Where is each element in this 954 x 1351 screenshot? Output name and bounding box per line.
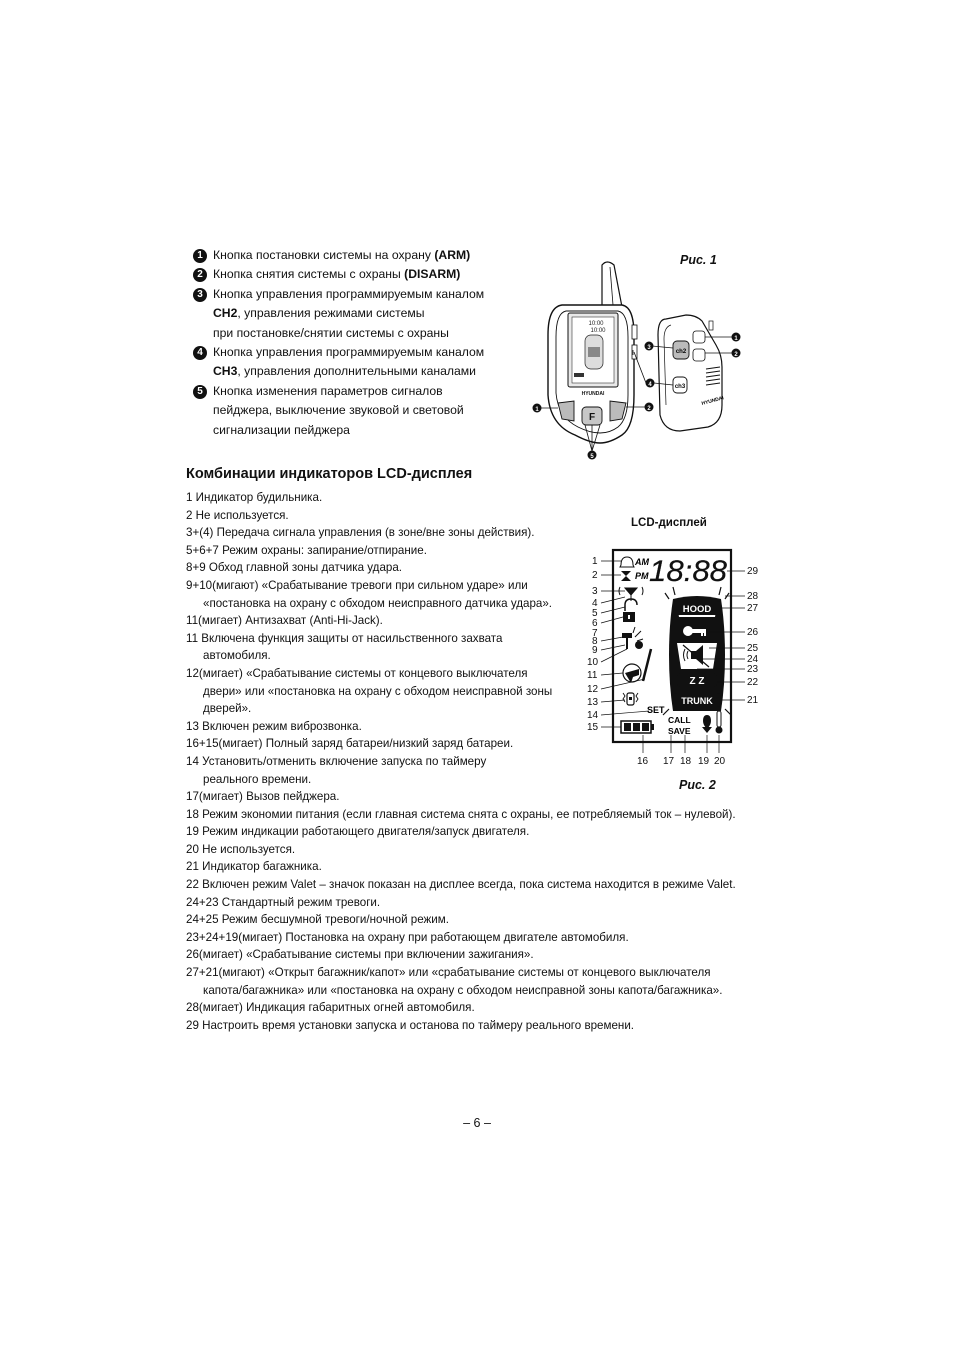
svg-text:10: 10: [587, 657, 599, 668]
svg-text:22: 22: [747, 677, 759, 688]
svg-text:ch3: ch3: [674, 384, 686, 390]
list-item: 24+23 Стандартный режим тревоги.: [186, 895, 381, 909]
list-item: 11(мигает) Антизахват (Anti-Hi-Jack).: [186, 614, 383, 628]
zz-label: Z Z: [689, 676, 705, 687]
svg-text:3: 3: [647, 345, 651, 351]
list-item: 23+24+19(мигает) Постановка на охрану при работающем двигателе автомобиля.: [186, 930, 629, 944]
svg-text:F: F: [588, 412, 596, 423]
svg-text:26: 26: [747, 627, 759, 638]
svg-text:27: 27: [747, 603, 759, 614]
pm-label: PM: [635, 571, 649, 581]
number-badge: 2: [193, 268, 207, 282]
number-badge: 5: [193, 385, 207, 399]
remote-control-figure: [530, 255, 760, 465]
button-item-5: 5 Кнопка изменения параметров сигналов пейджера, выключение звуковой и световой сигнализации пейджера: [193, 382, 523, 440]
page-number: – 6 –: [463, 1116, 491, 1130]
am-label: AM: [635, 557, 649, 567]
number-badge: 1: [193, 249, 207, 263]
svg-text:3: 3: [592, 586, 598, 597]
list-item: 8+9 Обход главной зоны датчика удара.: [186, 561, 403, 575]
call-label: CALL: [668, 715, 691, 725]
svg-text:25: 25: [747, 643, 759, 654]
svg-text:6: 6: [592, 618, 598, 629]
list-item: 19 Режим индикации работающего двигателя/запуск двигателя.: [186, 825, 530, 839]
svg-text:10:00: 10:00: [590, 328, 606, 334]
number-badge: 3: [193, 288, 207, 302]
svg-text:2: 2: [647, 406, 651, 412]
save-label: SAVE: [668, 726, 691, 736]
svg-text:10:00: 10:00: [588, 321, 604, 327]
list-item: 20 Не используется.: [186, 842, 296, 856]
button-item-1: 1 Кнопка постановки системы на охрану (ARM): [193, 246, 523, 265]
list-item: 11 Включена функция защиты от насильственного захвата автомобиля.: [186, 631, 503, 663]
svg-text:1: 1: [592, 556, 598, 567]
lcd-caption: LCD-дисплей: [631, 517, 707, 529]
svg-text:13: 13: [587, 697, 599, 708]
svg-text:4: 4: [592, 598, 598, 609]
svg-text:21: 21: [747, 695, 759, 706]
svg-text:12: 12: [587, 684, 599, 695]
svg-text:15: 15: [587, 722, 599, 733]
list-item: 16+15(мигает) Полный заряд батареи/низкий заряд батареи.: [186, 737, 514, 751]
svg-text:28: 28: [747, 591, 759, 602]
svg-text:17: 17: [663, 756, 675, 767]
svg-text:ch2: ch2: [675, 349, 687, 355]
svg-text:2: 2: [734, 352, 738, 358]
list-item: 5+6+7 Режим охраны: запирание/отпирание.: [186, 543, 427, 557]
list-item: 21 Индикатор багажника.: [186, 860, 322, 874]
button-item-3: 3 Кнопка управления программируемым каналом CH2, управления режимами системы при постановке/снятии системы с охраны: [193, 285, 523, 343]
figure-2-caption: Рис. 2: [679, 778, 716, 792]
svg-text:5: 5: [592, 608, 598, 619]
list-item: 24+25 Режим бесшумной тревоги/ночной режим.: [186, 913, 449, 927]
button-item-2: 2 Кнопка снятия системы с охраны (DISARM): [193, 265, 523, 284]
trunk-label: TRUNK: [681, 696, 713, 706]
list-item: 17(мигает) Вызов пейджера.: [186, 790, 340, 804]
figure-1-caption: Рис. 1: [680, 253, 717, 267]
indicator-description-list: [186, 489, 786, 1034]
svg-text:8: 8: [592, 636, 598, 647]
list-item: 1 Индикатор будильника.: [186, 491, 323, 504]
list-item: 28(мигает) Индикация габаритных огней автомобиля.: [186, 1001, 475, 1015]
list-item: 2 Не используется.: [186, 508, 289, 522]
clock-digits: 18:88: [649, 555, 728, 588]
button-list: [193, 246, 523, 440]
svg-text:19: 19: [698, 756, 710, 767]
list-item: 22 Включен режим Valet – значок показан на дисплее всегда, пока система находится в режиме Valet.: [186, 878, 736, 892]
list-item: 9+10(мигают) «Срабатывание тревоги при сильном ударе» или «постановка на охрану с обходом неисправного датчика удара».: [186, 578, 553, 610]
svg-text:5: 5: [590, 454, 594, 460]
list-item: 29 Настроить время установки запуска и останова по таймеру реального времени.: [186, 1018, 635, 1032]
svg-text:14: 14: [587, 710, 599, 721]
list-item: 26(мигает) «Срабатывание системы при включении зажигания».: [186, 948, 534, 962]
svg-text:HYUNDAI: HYUNDAI: [700, 395, 725, 407]
svg-text:9: 9: [592, 645, 598, 656]
svg-text:1: 1: [535, 407, 539, 413]
svg-text:2: 2: [592, 570, 598, 581]
svg-text:18: 18: [680, 756, 692, 767]
svg-text:23: 23: [747, 664, 759, 675]
set-label: SET: [647, 705, 665, 715]
svg-text:11: 11: [587, 670, 598, 681]
svg-text:24: 24: [747, 654, 759, 665]
hood-label: HOOD: [682, 604, 712, 615]
svg-text:4: 4: [648, 382, 652, 388]
number-badge: 4: [193, 346, 207, 360]
svg-text:29: 29: [747, 566, 759, 577]
list-item: 12(мигает) «Срабатывание системы от концевого выключателя двери» или «постановка на охрану с обходом неисправной зоны дверей».: [186, 666, 553, 716]
svg-text:1: 1: [734, 336, 738, 342]
list-item: 27+21(мигают) «Открыт багажник/капот» или «срабатывание системы от концевого выключателя капота/багажника» или «постановка на охрану с обходом неисправной зоны капота/багажника».: [186, 966, 723, 997]
svg-text:16: 16: [637, 756, 649, 767]
brand-label: HYUNDAI: [581, 391, 605, 397]
list-item: 13 Включен режим виброзвонка.: [186, 719, 362, 733]
svg-text:20: 20: [714, 756, 726, 767]
list-item: 18 Режим экономии питания (если главная система снята с охраны, ее потребляемый ток – нулевой).: [186, 807, 736, 821]
list-item: 14 Установить/отменить включение запуска по таймеру реального времени.: [186, 754, 487, 786]
section-title: Комбинации индикаторов LCD-дисплея: [186, 466, 473, 482]
button-item-4: 4 Кнопка управления программируемым каналом CH3, управления дополнительными каналами: [193, 343, 523, 382]
list-item: 3+(4) Передача сигнала управления (в зоне/вне зоны действия).: [186, 526, 535, 540]
svg-text:7: 7: [592, 628, 598, 639]
